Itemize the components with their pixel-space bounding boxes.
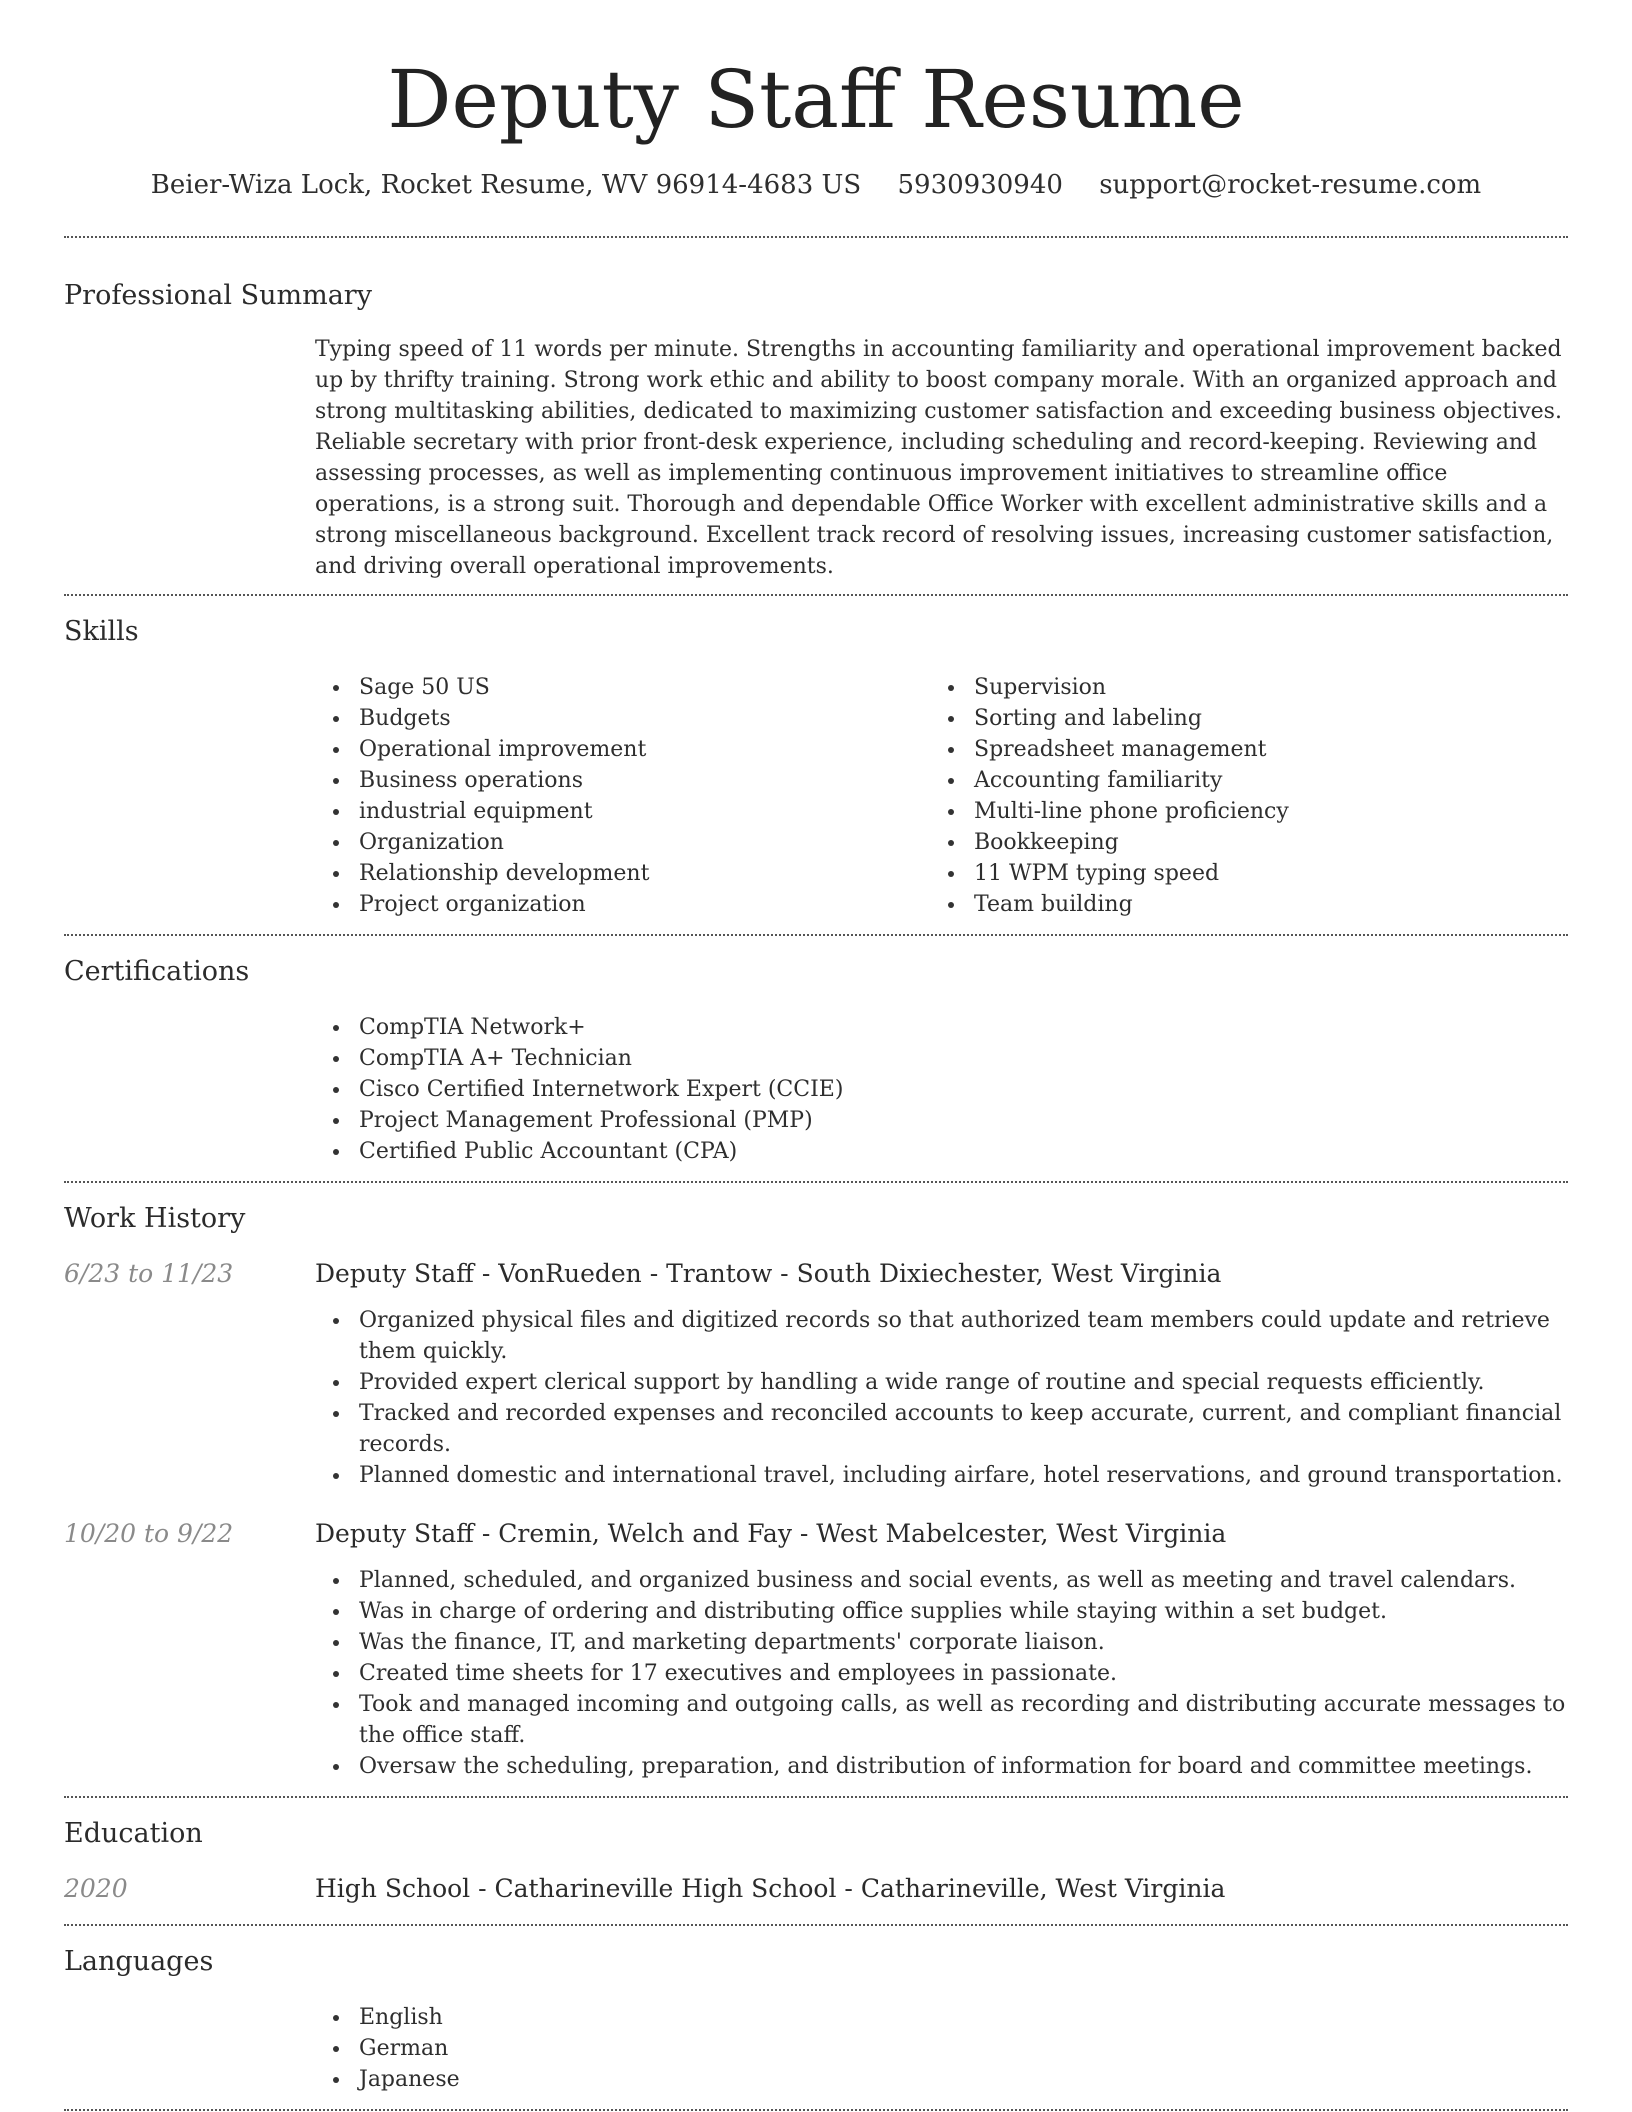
skills-column-left (315, 672, 930, 920)
contact-address: Beier-Wiza Lock, Rocket Resume, WV 96914-4683 US (150, 170, 862, 200)
list-item: Was the finance, IT, and marketing departments' corporate liaison. (315, 1627, 1568, 1658)
section-title-languages: Languages (64, 1946, 214, 1977)
resume-title: Deputy Staff Resume (387, 53, 1245, 146)
section-title-summary: Professional Summary (64, 280, 372, 311)
list-item: CompTIA Network+ (315, 1012, 1568, 1043)
education-title: High School - Catharineville High School - Catharineville, West Virginia (315, 1874, 1226, 1903)
job-entry (64, 1257, 1568, 1491)
list-item: Oversaw the scheduling, preparation, and distribution of information for board and committee meetings. (315, 1751, 1568, 1782)
list-item: CompTIA A+ Technician (315, 1043, 1568, 1074)
divider (64, 1796, 1568, 1798)
list-item: Multi-line phone proficiency (930, 796, 1545, 827)
resume-page (64, 0, 1568, 2111)
list-item: Was in charge of ordering and distributing office supplies while staying within a set budget. (315, 1596, 1568, 1627)
job-date: 6/23 to 11/23 (64, 1259, 234, 1288)
list-item: Japanese (315, 2064, 1568, 2095)
list-item: Bookkeeping (930, 827, 1545, 858)
certifications-list (315, 1012, 1568, 1181)
list-item: Business operations (315, 765, 930, 796)
list-item: Took and managed incoming and outgoing calls, as well as recording and distributing accurate messages to the office staff. (315, 1689, 1568, 1751)
list-item: Organization (315, 827, 930, 858)
divider (64, 1924, 1568, 1926)
divider (64, 2109, 1568, 2111)
list-item: Relationship development (315, 858, 930, 889)
list-item: industrial equipment (315, 796, 930, 827)
list-item: English (315, 2002, 1568, 2033)
list-item: Project Management Professional (PMP) (315, 1105, 1568, 1136)
divider (64, 236, 1568, 238)
list-item: Tracked and recorded expenses and reconciled accounts to keep accurate, current, and compliant financial records. (315, 1398, 1568, 1460)
list-item: 11 WPM typing speed (930, 858, 1545, 889)
list-item: Budgets (315, 703, 930, 734)
list-item: Project organization (315, 889, 930, 920)
list-item: Organized physical files and digitized records so that authorized team members could update and retrieve them quickly. (315, 1305, 1568, 1367)
section-title-skills: Skills (64, 616, 139, 647)
contact-phone: 5930930940 (897, 170, 1063, 200)
section-title-education: Education (64, 1818, 203, 1849)
list-item: Accounting familiarity (930, 765, 1545, 796)
list-item: Operational improvement (315, 734, 930, 765)
list-item: Cisco Certified Internetwork Expert (CCIE) (315, 1074, 1568, 1105)
list-item: Planned, scheduled, and organized business and social events, as well as meeting and travel calendars. (315, 1565, 1568, 1596)
skills-list (315, 672, 1568, 934)
list-item: German (315, 2033, 1568, 2064)
education-date: 2020 (64, 1874, 128, 1903)
job-title: Deputy Staff - VonRueden - Trantow - South Dixiechester, West Virginia (315, 1259, 1222, 1288)
contact-line (64, 170, 1568, 210)
job-bullets (315, 1305, 1568, 1491)
contact-email: support@rocket-resume.com (1099, 170, 1482, 200)
list-item: Sorting and labeling (930, 703, 1545, 734)
divider (64, 934, 1568, 936)
education-entry (64, 1872, 1568, 1924)
list-item: Team building (930, 889, 1545, 920)
list-item: Certified Public Accountant (CPA) (315, 1136, 1568, 1167)
job-entry (64, 1517, 1568, 1796)
job-title: Deputy Staff - Cremin, Welch and Fay - West Mabelcester, West Virginia (315, 1519, 1227, 1548)
languages-list (315, 2002, 1568, 2109)
divider (64, 1181, 1568, 1183)
job-bullets (315, 1565, 1568, 1782)
skills-column-right (930, 672, 1545, 920)
list-item: Spreadsheet management (930, 734, 1545, 765)
divider (64, 594, 1568, 596)
summary-text: Typing speed of 11 words per minute. Strengths in accounting familiarity and operational improvement backed up by thrifty training. Strong work ethic and ability to boost company morale. With an organized approach and strong multitasking abilities, dedicated to maximizing customer satisfaction and exceeding business objectives. Reliable secretary with prior front-desk experience, including scheduling and record-keeping. Reviewing and assessing processes, as well as implementing continuous improvement initiatives to streamline office operations, is a strong suit. Thorough and dependable Office Worker with excellent administrative skills and a strong miscellaneous background. Excellent track record of resolving issues, increasing customer satisfaction, and driving overall operational improvements. (315, 337, 1562, 579)
section-title-certifications: Certifications (64, 956, 250, 987)
list-item: Planned domestic and international travel, including airfare, hotel reservations, and ground transportation. (315, 1460, 1568, 1491)
section-title-work-history: Work History (64, 1203, 246, 1234)
list-item: Provided expert clerical support by handling a wide range of routine and special requests efficiently. (315, 1367, 1568, 1398)
job-date: 10/20 to 9/22 (64, 1519, 234, 1548)
list-item: Sage 50 US (315, 672, 930, 703)
list-item: Supervision (930, 672, 1545, 703)
list-item: Created time sheets for 17 executives and employees in passionate. (315, 1658, 1568, 1689)
